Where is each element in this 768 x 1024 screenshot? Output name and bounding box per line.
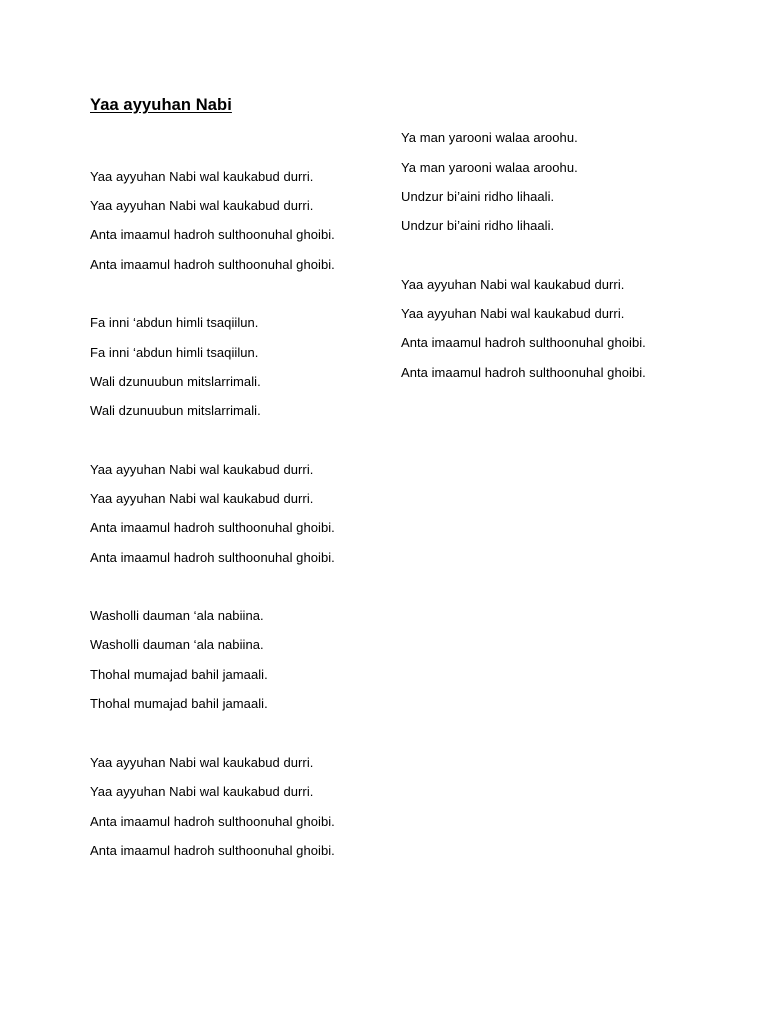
lyric-line: Yaa ayyuhan Nabi wal kaukabud durri. (90, 462, 314, 477)
lyric-line: Yaa ayyuhan Nabi wal kaukabud durri. (401, 306, 625, 321)
lyric-line: Yaa ayyuhan Nabi wal kaukabud durri. (90, 755, 314, 770)
lyric-line: Anta imaamul hadroh sulthoonuhal ghoibi. (90, 550, 335, 565)
lyric-line: Anta imaamul hadroh sulthoonuhal ghoibi. (90, 814, 335, 829)
lyric-line: Yaa ayyuhan Nabi wal kaukabud durri. (90, 169, 314, 184)
lyric-line: Washolli dauman ‘ala nabiina. (90, 608, 264, 623)
lyric-line: Yaa ayyuhan Nabi wal kaukabud durri. (90, 491, 314, 506)
lyric-line: Undzur bi’aini ridho lihaali. (401, 218, 555, 233)
lyric-line: Anta imaamul hadroh sulthoonuhal ghoibi. (90, 227, 335, 242)
lyric-line: Anta imaamul hadroh sulthoonuhal ghoibi. (401, 365, 646, 380)
lyric-line: Anta imaamul hadroh sulthoonuhal ghoibi. (401, 335, 646, 350)
lyric-line: Anta imaamul hadroh sulthoonuhal ghoibi. (90, 257, 335, 272)
lyric-line: Wali dzunuubun mitslarrimali. (90, 374, 261, 389)
lyric-line: Ya man yarooni walaa aroohu. (401, 130, 578, 145)
lyric-line: Thohal mumajad bahil jamaali. (90, 667, 268, 682)
lyric-line: Fa inni ‘abdun himli tsaqiilun. (90, 315, 259, 330)
lyric-line: Yaa ayyuhan Nabi wal kaukabud durri. (90, 198, 314, 213)
lyric-line: Ya man yarooni walaa aroohu. (401, 160, 578, 175)
lyric-line: Yaa ayyuhan Nabi wal kaukabud durri. (401, 277, 625, 292)
lyric-line: Anta imaamul hadroh sulthoonuhal ghoibi. (90, 843, 335, 858)
lyric-line: Yaa ayyuhan Nabi wal kaukabud durri. (90, 784, 314, 799)
lyric-line: Wali dzunuubun mitslarrimali. (90, 403, 261, 418)
lyric-line: Anta imaamul hadroh sulthoonuhal ghoibi. (90, 520, 335, 535)
page-title: Yaa ayyuhan Nabi (90, 96, 232, 114)
lyric-line: Thohal mumajad bahil jamaali. (90, 696, 268, 711)
lyric-line: Undzur bi’aini ridho lihaali. (401, 189, 555, 204)
lyric-line: Fa inni ‘abdun himli tsaqiilun. (90, 345, 259, 360)
lyric-line: Washolli dauman ‘ala nabiina. (90, 637, 264, 652)
